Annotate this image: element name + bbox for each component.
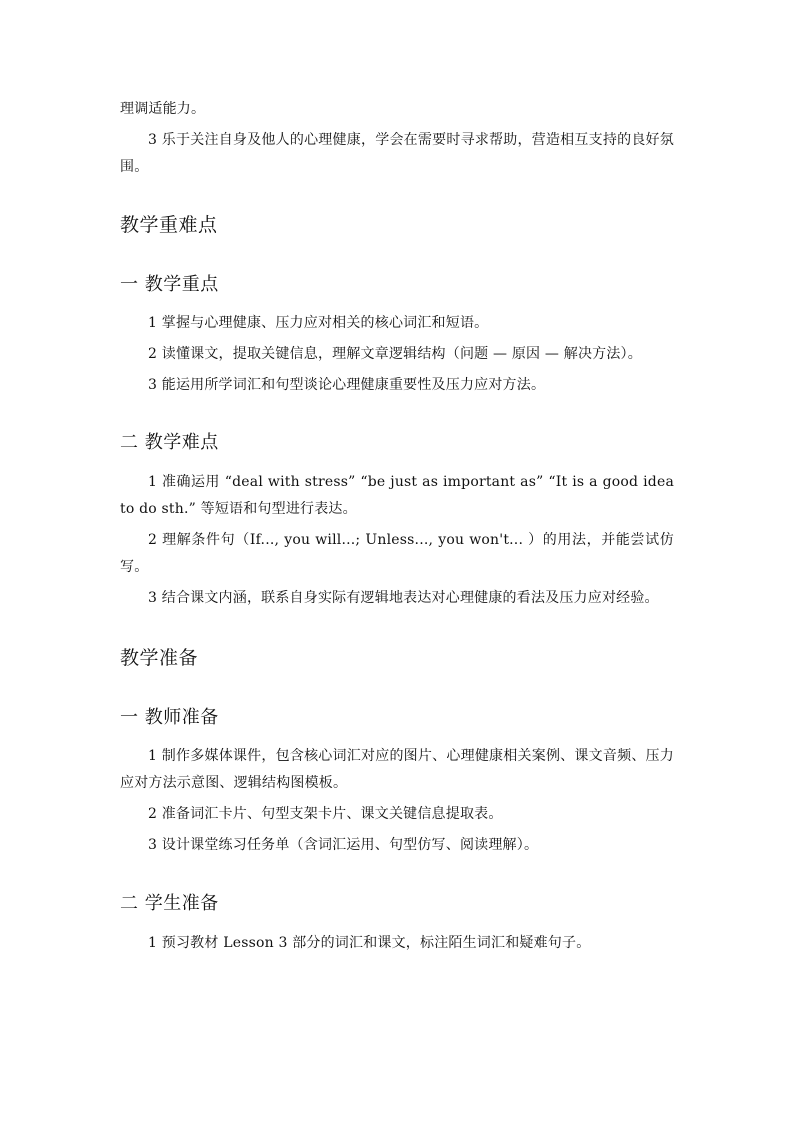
focus-item-2: 2 读懂课文，提取关键信息，理解文章逻辑结构（问题 — 原因 — 解决方法）。 [148, 346, 642, 362]
difficulty-item-3: 3 结合课文内涵，联系自身实际有逻辑地表达对心理健康的看法及压力应对经验。 [148, 590, 659, 606]
subsection-title-difficulty: 二 教学难点 [120, 432, 219, 453]
focus-item-1: 1 掌握与心理健康、压力应对相关的核心词汇和短语。 [148, 315, 489, 331]
difficulty-item-1: 1 准确运用 “deal with stress” “be just as important as” “It is a good idea to do sth.” 等短语和句型进行表达。 [120, 474, 674, 517]
intro-paragraph-continued: 理调适能力。 [120, 101, 206, 117]
section-title-key-points: 教学重难点 [120, 214, 218, 236]
teacher-item-2: 2 准备词汇卡片、句型支架卡片、课文关键信息提取表。 [148, 806, 503, 822]
document-body [120, 96, 674, 957]
subsection-title-teacher: 一 教师准备 [120, 707, 219, 728]
subsection-title-student: 二 学生准备 [120, 893, 219, 914]
student-item-1: 1 预习教材 Lesson 3 部分的词汇和课文，标注陌生词汇和疑难句子。 [148, 935, 591, 951]
section-title-preparation: 教学准备 [120, 647, 199, 669]
focus-item-3: 3 能运用所学词汇和句型谈论心理健康重要性及压力应对方法。 [148, 377, 546, 393]
teacher-item-3: 3 设计课堂练习任务单（含词汇运用、句型仿写、阅读理解）。 [148, 837, 539, 853]
teacher-item-1: 1 制作多媒体课件，包含核心词汇对应的图片、心理健康相关案例、课文音频、压力应对方法示意图、逻辑结构图模板。 [120, 748, 674, 791]
subsection-title-focus: 一 教学重点 [120, 274, 219, 295]
difficulty-item-2: 2 理解条件句（If..., you will...; Unless..., you won't... ）的用法，并能尝试仿写。 [120, 532, 674, 575]
intro-paragraph-3: 3 乐于关注自身及他人的心理健康，学会在需要时寻求帮助，营造相互支持的良好氛围。 [120, 132, 674, 175]
